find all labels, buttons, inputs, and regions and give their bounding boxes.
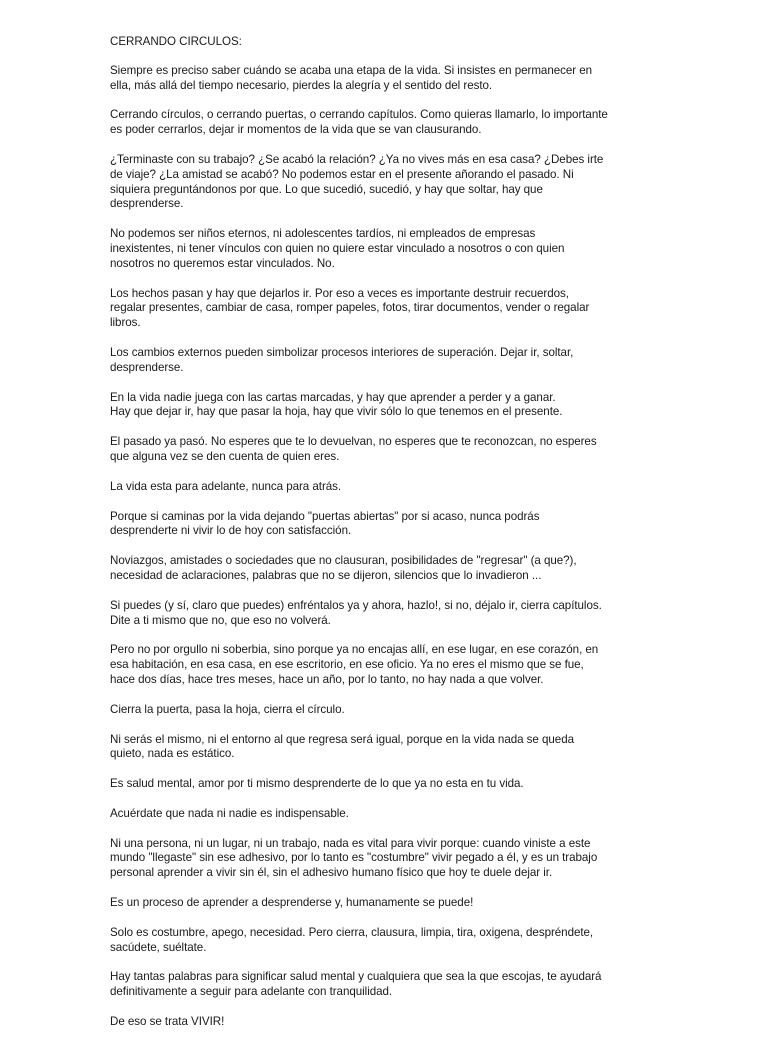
paragraph-line: No podemos ser niños eternos, ni adolescentes tardíos, ni empleados de empresas bbox=[110, 227, 536, 241]
document-body bbox=[110, 64, 670, 1030]
paragraph-line: Siempre es preciso saber cuándo se acaba una etapa de la vida. Si insistes en permanecer en bbox=[110, 63, 593, 77]
paragraph-line: sacúdete, suéltate. bbox=[110, 940, 207, 954]
paragraph-line: De eso se trata VIVIR! bbox=[110, 1015, 225, 1029]
paragraph-line: Cerrando círculos, o cerrando puertas, o cerrando capítulos. Como quieras llamarlo, lo importante bbox=[110, 108, 608, 122]
paragraph bbox=[110, 837, 670, 881]
paragraph-line: Los cambios externos pueden simbolizar procesos interiores de superación. Dejar ir, soltar, bbox=[110, 345, 574, 359]
paragraph-line: Pero no por orgullo ni soberbia, sino porque ya no encajas allí, en ese lugar, en ese corazón, en bbox=[110, 643, 599, 657]
paragraph-line: mundo "llegaste" sin ese adhesivo, por lo tanto es "costumbre" vivir pegado a él, y es un trabajo bbox=[110, 851, 598, 865]
paragraph-line: desprenderse. bbox=[110, 197, 184, 211]
paragraph-line: desprenderse. bbox=[110, 360, 184, 374]
paragraph-line: inexistentes, ni tener vínculos con quien no quiere estar vinculado a nosotros o con quien bbox=[110, 241, 565, 255]
paragraph-line: Es un proceso de aprender a desprenderse y, humanamente se puede! bbox=[110, 896, 474, 910]
paragraph bbox=[110, 970, 670, 1000]
paragraph bbox=[110, 153, 670, 212]
paragraph-line: Hay tantas palabras para significar salud mental y cualquiera que sea la que escojas, te ayudará bbox=[110, 970, 602, 984]
paragraph-line: Dite a ti mismo que no, que eso no volverá. bbox=[110, 613, 331, 627]
paragraph-line: Es salud mental, amor por ti mismo desprenderte de lo que ya no esta en tu vida. bbox=[110, 777, 524, 791]
paragraph bbox=[110, 926, 670, 956]
paragraph bbox=[110, 733, 670, 763]
paragraph bbox=[110, 287, 670, 331]
paragraph bbox=[110, 554, 670, 584]
paragraph-line: En la vida nadie juega con las cartas marcadas, y hay que aprender a perder y a ganar. bbox=[110, 390, 556, 404]
paragraph-line: ella, más allá del tiempo necesario, pierdes la alegría y el sentido del resto. bbox=[110, 78, 493, 92]
paragraph-line: Hay que dejar ir, hay que pasar la hoja, hay que vivir sólo lo que tenemos en el presente. bbox=[110, 405, 563, 419]
paragraph-line: El pasado ya pasó. No esperes que te lo devuelvan, no esperes que te reconozcan, no esperes bbox=[110, 435, 597, 449]
paragraph bbox=[110, 1015, 670, 1030]
paragraph bbox=[110, 391, 670, 421]
paragraph-line: de viaje? ¿La amistad se acabó? No podemos estar en el presente añorando el pasado. Ni bbox=[110, 167, 574, 181]
paragraph bbox=[110, 480, 670, 495]
paragraph-line: Ni serás el mismo, ni el entorno al que regresa será igual, porque en la vida nada se queda bbox=[110, 732, 574, 746]
paragraph bbox=[110, 435, 670, 465]
paragraph-line: desprenderte ni vivir lo de hoy con satisfacción. bbox=[110, 524, 352, 538]
paragraph-line: es poder cerrarlos, dejar ir momentos de la vida que se van clausurando. bbox=[110, 123, 482, 137]
paragraph-line: hace dos días, hace tres meses, hace un año, por lo tanto, no hay nada a que volver. bbox=[110, 672, 544, 686]
paragraph bbox=[110, 703, 670, 718]
paragraph-line: Los hechos pasan y hay que dejarlos ir. Por eso a veces es importante destruir recuerdos, bbox=[110, 286, 569, 300]
paragraph-line: definitivamente a seguir para adelante con tranquilidad. bbox=[110, 985, 393, 999]
paragraph bbox=[110, 108, 670, 138]
paragraph-line: Porque si caminas por la vida dejando "puertas abiertas" por si acaso, nunca podrás bbox=[110, 509, 540, 523]
paragraph-line: que alguna vez se den cuenta de quien eres. bbox=[110, 449, 340, 463]
paragraph-line: Cierra la puerta, pasa la hoja, cierra el círculo. bbox=[110, 702, 345, 716]
paragraph-line: Si puedes (y sí, claro que puedes) enfréntalos ya y ahora, hazlo!, si no, déjalo ir, cierra capítulos. bbox=[110, 598, 602, 612]
paragraph-line: Solo es costumbre, apego, necesidad. Pero cierra, clausura, limpia, tira, oxigena, despréndete, bbox=[110, 925, 594, 939]
paragraph bbox=[110, 227, 670, 271]
document-title: CERRANDO CIRCULOS: bbox=[110, 35, 242, 48]
paragraph-line: siquiera preguntándonos por que. Lo que sucedió, sucedió, y hay que soltar, hay que bbox=[110, 182, 543, 196]
paragraph-line: ¿Terminaste con su trabajo? ¿Se acabó la relación? ¿Ya no vives más en esa casa? ¿Debes irte bbox=[110, 152, 604, 166]
paragraph-line: Acuérdate que nada ni nadie es indispensable. bbox=[110, 806, 349, 820]
paragraph bbox=[110, 64, 670, 94]
paragraph-line: La vida esta para adelante, nunca para atrás. bbox=[110, 479, 342, 493]
paragraph bbox=[110, 510, 670, 540]
document-page bbox=[110, 35, 670, 1045]
paragraph bbox=[110, 643, 670, 687]
paragraph-line: esa habitación, en esa casa, en ese escritorio, en ese oficio. Ya no eres el mismo que se fue, bbox=[110, 658, 584, 672]
paragraph-line: regalar presentes, cambiar de casa, romper papeles, fotos, tirar documentos, vender o regalar bbox=[110, 301, 590, 315]
paragraph-line: necesidad de aclaraciones, palabras que no se dijeron, silencios que lo invadieron ... bbox=[110, 568, 542, 582]
paragraph bbox=[110, 346, 670, 376]
paragraph-line: Noviazgos, amistades o sociedades que no clausuran, posibilidades de "regresar" (a que?), bbox=[110, 554, 577, 568]
paragraph bbox=[110, 599, 670, 629]
paragraph-line: Ni una persona, ni un lugar, ni un trabajo, nada es vital para vivir porque: cuando viniste a este bbox=[110, 836, 591, 850]
paragraph-line: personal aprender a vivir sin él, sin el adhesivo humano físico que hoy te duele dejar ir. bbox=[110, 866, 553, 880]
paragraph bbox=[110, 896, 670, 911]
paragraph bbox=[110, 777, 670, 792]
paragraph-line: libros. bbox=[110, 316, 141, 330]
paragraph-line: quieto, nada es estático. bbox=[110, 747, 235, 761]
paragraph-line: nosotros no queremos estar vinculados. No. bbox=[110, 256, 335, 270]
paragraph bbox=[110, 807, 670, 822]
